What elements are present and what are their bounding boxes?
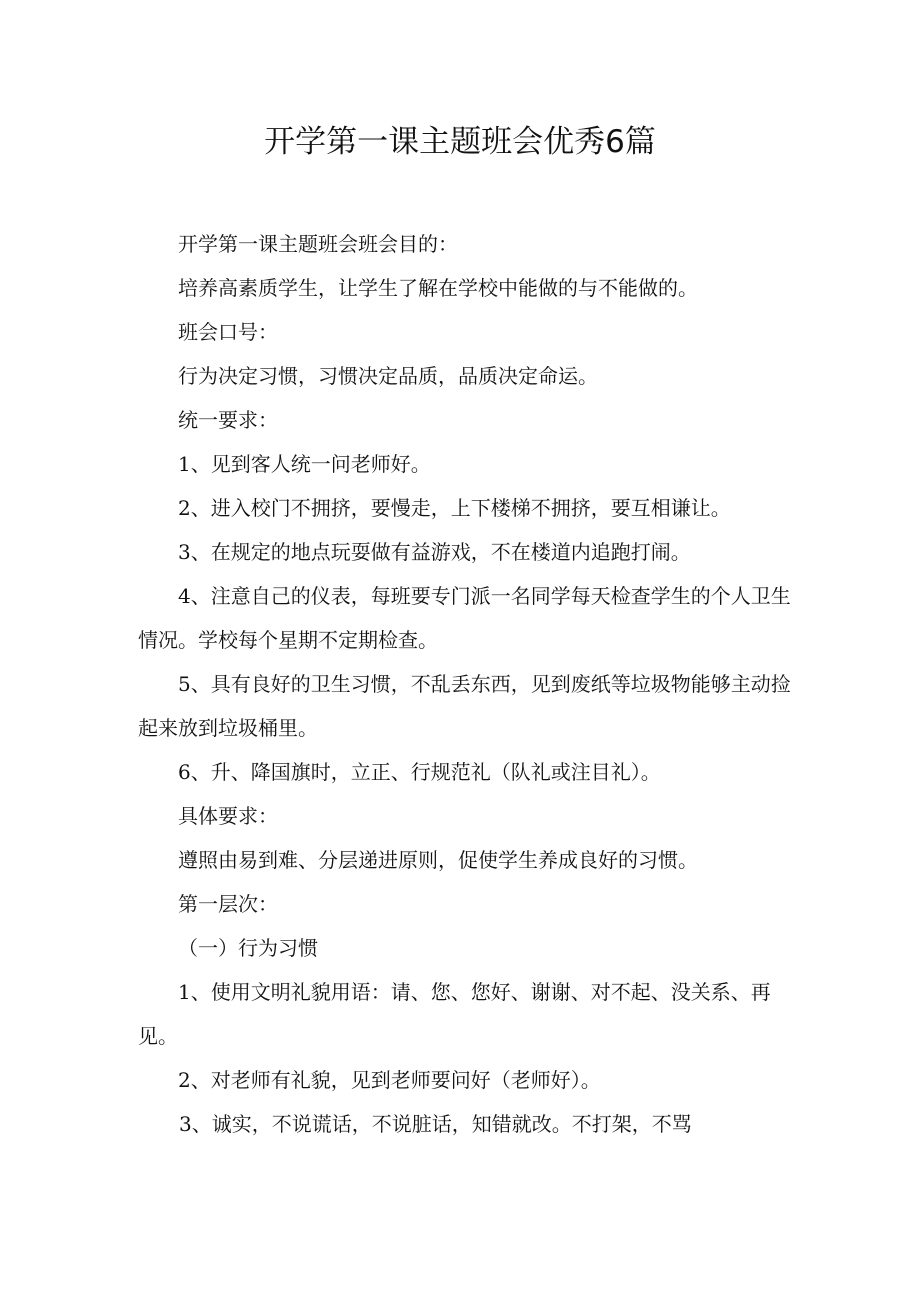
paragraph: 开学第一课主题班会班会目的：: [178, 232, 458, 256]
paragraph: 3、在规定的地点玩耍做有益游戏，不在楼道内追跑打闹。: [178, 540, 691, 564]
paragraph: 统一要求：: [178, 408, 278, 432]
paragraph: 具体要求：: [178, 804, 278, 828]
paragraph: （一）行为习惯: [178, 936, 318, 960]
paragraph: 4、注意自己的仪表，每班要专门派一名同学每天检查学生的个人卫生情况。学校每个星期不定期检查。: [138, 584, 791, 652]
paragraph: 培养高素质学生，让学生了解在学校中能做的与不能做的。: [178, 276, 698, 300]
paragraph: 3、诚实，不说谎话，不说脏话，知错就改。不打架，不骂: [179, 1112, 692, 1136]
paragraph: 6、升、降国旗时，立正、行规范礼（队礼或注目礼）。: [178, 760, 661, 784]
paragraph: 第一层次：: [178, 892, 278, 916]
document-title: 开学第一课主题班会优秀6篇: [264, 124, 656, 160]
paragraph: 班会口号：: [178, 320, 278, 344]
document-body: [138, 222, 798, 1146]
paragraph: 遵照由易到难、分层递进原则，促使学生养成良好的习惯。: [178, 848, 698, 872]
paragraph: 1、见到客人统一问老师好。: [178, 452, 431, 476]
paragraph: 5、具有良好的卫生习惯，不乱丢东西，见到废纸等垃圾物能够主动捡起来放到垃圾桶里。: [138, 672, 791, 740]
paragraph: 行为决定习惯，习惯决定品质，品质决定命运。: [178, 364, 598, 388]
paragraph: 1、使用文明礼貌用语：请、您、您好、谢谢、对不起、没关系、再见。: [138, 980, 771, 1048]
paragraph: 2、对老师有礼貌，见到老师要问好（老师好）。: [178, 1068, 601, 1092]
paragraph: 2、进入校门不拥挤，要慢走，上下楼梯不拥挤，要互相谦让。: [178, 496, 731, 520]
